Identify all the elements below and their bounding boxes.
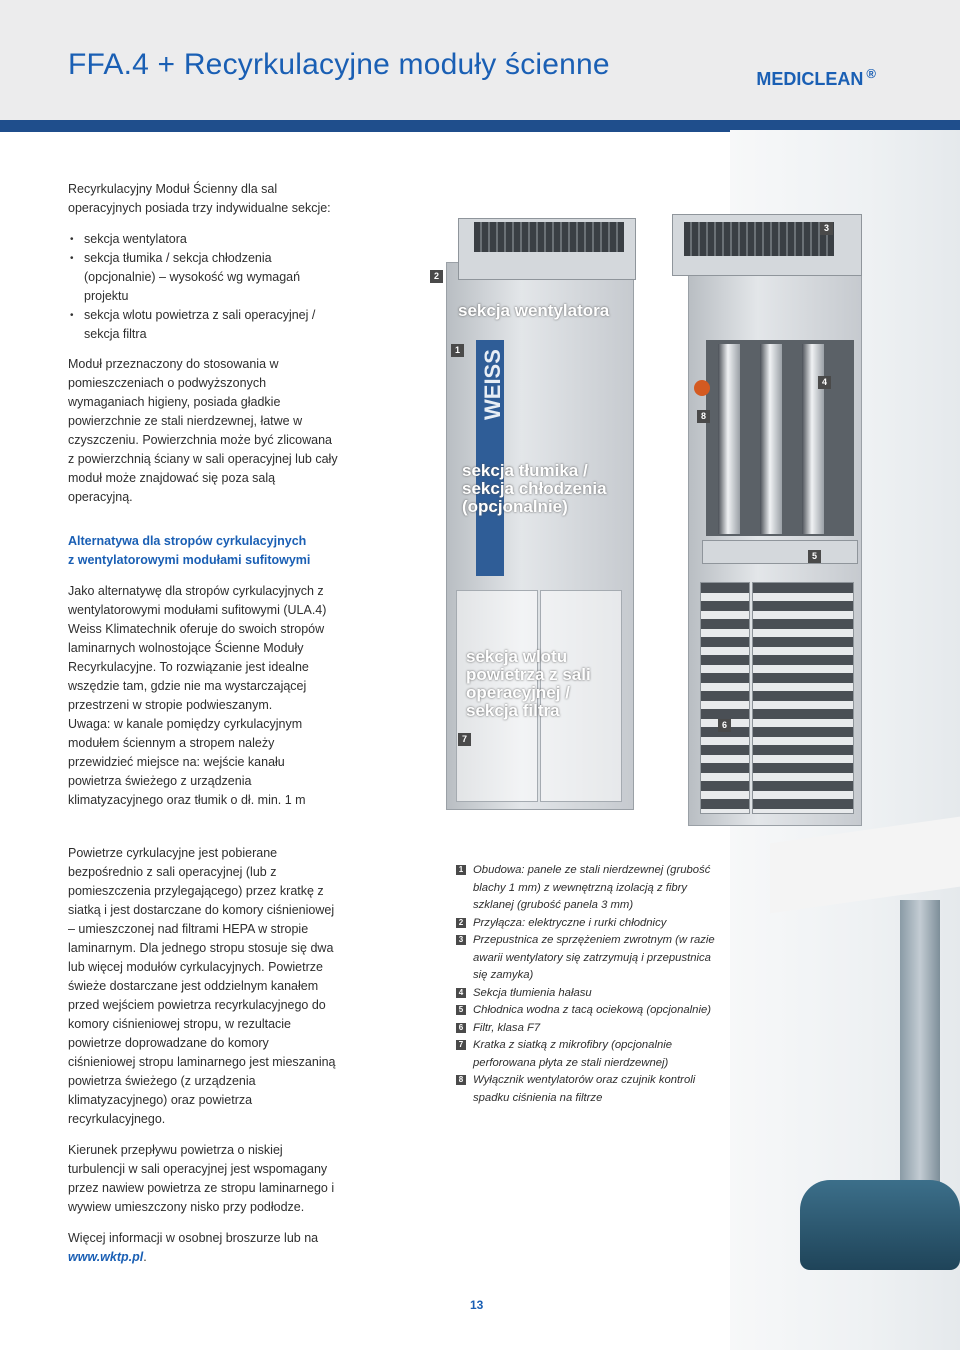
weiss-logo: WEISS [480, 349, 505, 420]
tag-2: 2 [430, 270, 443, 283]
intro-block [68, 180, 338, 507]
filter-louver-right [752, 582, 854, 814]
legend-item: 6 Filtr, klasa F7 [456, 1020, 716, 1038]
tag-3: 3 [820, 222, 833, 235]
label-silencer-section: sekcja tłumika / sekcja chłodzenia (opcjonalnie) [462, 461, 607, 516]
legend-item: 3 Przepustnica ze sprzężeniem zwrotnym (w razie awarii wentylatory się zatrzymują i przepustnica się zamyka) [456, 932, 716, 985]
list-item: • sekcja wlotu powietrza z sali operacyjnej / sekcja filtra [68, 306, 338, 344]
registered-mark: ® [866, 66, 876, 81]
more-info: Więcej informacji w osobnej broszurze lub na www.wktp.pl. [68, 1231, 319, 1264]
alternative-note: Uwaga: w kanale pomiędzy cyrkulacyjnym modułem ściennym a stropem należy przewidzieć miejsce na: wejście kanału powietrza świeżego z urządzenia klimatyzacyjnego oraz tłumik o dł. min. 1 m [68, 717, 306, 807]
section-list [68, 230, 338, 344]
fan-switch-icon [694, 380, 710, 396]
website-link[interactable]: www.wktp.pl [68, 1250, 144, 1264]
alternative-paragraph: Jako alternatywę dla stropów cyrkulacyjnych z wentylatorowymi modułami sufitowymi (ULA.4) Weiss Klimatechnik oferuje do swoich stropów laminarnych wolnostojące Ścienne Moduły Recyrkulacyjne. To rozwiązanie jest idealne wszędzie tam, gdzie nie ma wystarczającej przestrzeni w stropie podwieszanym. [68, 584, 327, 712]
airflow-block [68, 844, 338, 1267]
alternative-block [68, 532, 338, 810]
tag-5: 5 [808, 550, 821, 563]
cooling-drip-tray [702, 540, 858, 564]
airflow-paragraph: Powietrze cyrkulacyjne jest pobierane bezpośrednio z sali operacyjnej (lub z pomieszczenia przylegającego) przez kratkę z siatką i jest dostarczane do komory ciśnieniowej – umieszczonej nad filtrami HEPA w stropie laminarnym. Dla jednego stropu stosuje się dwa lub więcej modułów cyrkulacyjnych. Powietrze świeże dostarczane jest oddzielnym kanałem przed wejściem powietrza recyrkulacyjnego do komory ciśnieniowej stropu, w rezultacie powietrze doprowadzane do komory ciśnieniowej stropu laminarnego jest mieszaniną powietrza świeżego (z urządzenia klimatyzacyjnego) oraz powietrza recyrkulacyjnego. [68, 846, 336, 1126]
brand-name: MEDICLEAN ® [756, 66, 876, 89]
legend-item: 7 Kratka z siatką z mikrofibry (opcjonalnie perforowana płyta ze stali nierdzewnej) [456, 1037, 716, 1072]
tag-6: 6 [718, 719, 731, 732]
silencer-baffle [760, 344, 782, 534]
legend-item: 2 Przyłącza: elektryczne i rurki chłodnicy [456, 915, 716, 933]
legend-item: 4 Sekcja tłumienia hałasu [456, 985, 716, 1003]
figure-legend [456, 862, 716, 1107]
silencer-baffle [802, 344, 824, 534]
list-item: • sekcja wentylatora [68, 230, 338, 249]
tag-1: 1 [451, 344, 464, 357]
list-item: • sekcja tłumika / sekcja chłodzenia (opcjonalnie) – wysokość wg wymagań projektu [68, 249, 338, 306]
intro-paragraph: Moduł przeznaczony do stosowania w pomieszczeniach o podwyższonych wymaganiach higieny, posiada gładkie powierzchnie ze stali nierdzewnej, łatwe w czyszczeniu. Powierzchnia może być zlicowana z powierzchnią ściany w sali operacyjnej lub cały moduł może znajdować się poza salą operacyjną. [68, 357, 338, 504]
operating-table-base [800, 1180, 960, 1270]
label-inlet-section: sekcja wlotu powietrza z sali operacyjnej / sekcja filtra [466, 647, 591, 720]
tag-7: 7 [458, 733, 471, 746]
turbulence-paragraph: Kierunek przepływu powietrza o niskiej turbulencji w sali operacyjnej jest wspomagany przez nawiew powietrza ze stropu laminarnego i wywiew umieszczony nisko przy podłodze. [68, 1143, 335, 1214]
left-fan-grill [474, 222, 624, 252]
operating-table-column [900, 900, 940, 1190]
legend-item: 1 Obudowa: panele ze stali nierdzewnej (grubość blachy 1 mm) z wewnętrzną izolacją z fibry szklanej (grubość panela 3 mm) [456, 862, 716, 915]
tag-4: 4 [818, 376, 831, 389]
intro-lead: Recyrkulacyjny Moduł Ścienny dla sal operacyjnych posiada trzy indywidualne sekcje: [68, 182, 331, 215]
tag-8: 8 [697, 410, 710, 423]
page-number: 13 [470, 1298, 484, 1312]
legend-item: 8 Wyłącznik wentylatorów oraz czujnik kontroli spadku ciśnienia na filtrze [456, 1072, 716, 1107]
right-fan-grill [684, 222, 834, 256]
filter-louver-left [700, 582, 750, 814]
silencer-baffle [718, 344, 740, 534]
label-fan-section: sekcja wentylatora [458, 301, 610, 320]
page-title: FFA.4 + Recyrkulacyjne moduły ścienne [68, 48, 610, 81]
alternative-heading-line1: Alternatywa dla stropów cyrkulacyjnych [68, 534, 307, 548]
legend-item: 5 Chłodnica wodna z tacą ociekową (opcjonalnie) [456, 1002, 716, 1020]
alternative-heading-line2: z wentylatorowymi modułami sufitowymi [68, 553, 311, 567]
